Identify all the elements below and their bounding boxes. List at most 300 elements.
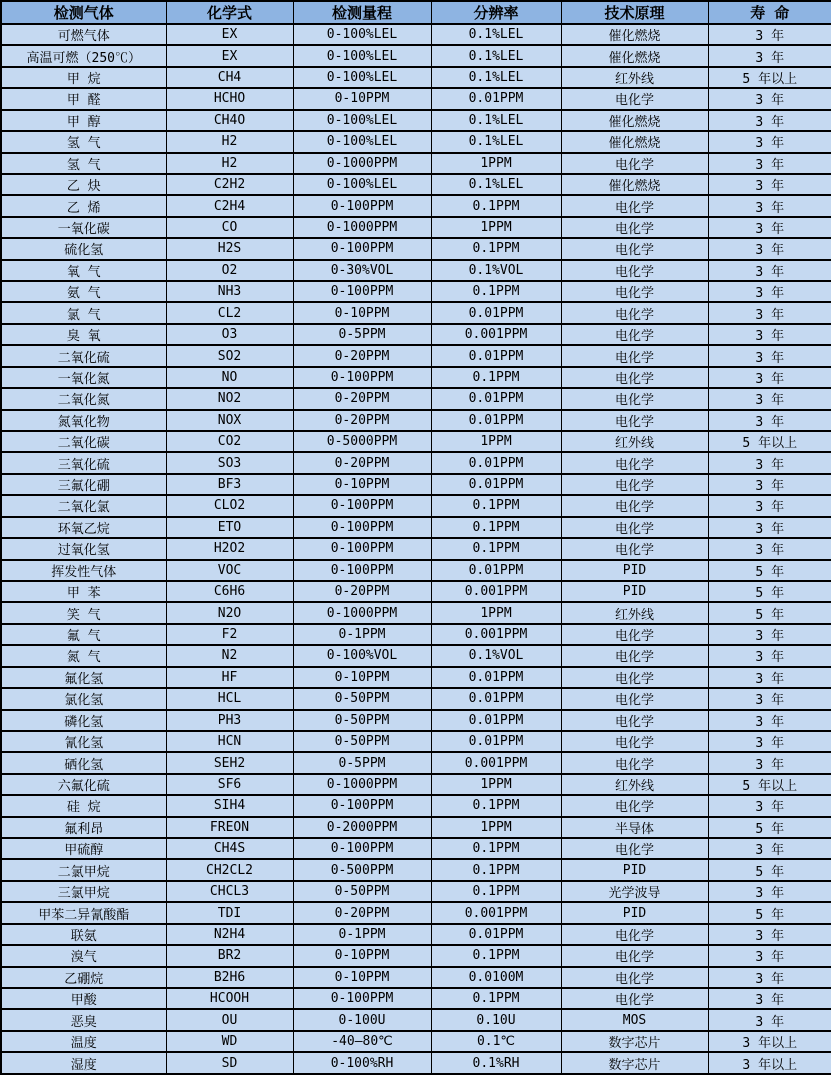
table-row <box>1 260 831 281</box>
resolution-cell: 0.001PPM <box>431 752 561 773</box>
lifespan-cell: 3 年 <box>708 281 831 302</box>
formula-cell: NO <box>166 367 293 388</box>
formula-cell: O3 <box>166 324 293 345</box>
gas-name-cell: 硅 烷 <box>1 795 166 816</box>
principle-cell: 电化学 <box>561 731 708 752</box>
formula-cell: NOX <box>166 410 293 431</box>
lifespan-cell: 5 年 <box>708 817 831 838</box>
table-row <box>1 195 831 216</box>
table-row <box>1 924 831 945</box>
principle-cell: 催化燃烧 <box>561 174 708 195</box>
resolution-cell: 0.01PPM <box>431 560 561 581</box>
principle-cell: 电化学 <box>561 367 708 388</box>
gas-name-cell: 氧 气 <box>1 260 166 281</box>
principle-cell: 电化学 <box>561 688 708 709</box>
resolution-cell: 0.1PPM <box>431 859 561 880</box>
resolution-cell: 1PPM <box>431 153 561 174</box>
table-row <box>1 645 831 666</box>
range-cell: 0-100U <box>293 1009 431 1030</box>
lifespan-cell: 3 年 <box>708 731 831 752</box>
table-row <box>1 752 831 773</box>
table-row <box>1 88 831 109</box>
formula-cell: HCN <box>166 731 293 752</box>
table-row <box>1 67 831 88</box>
principle-cell: 数字芯片 <box>561 1052 708 1074</box>
resolution-cell: 0.01PPM <box>431 345 561 366</box>
table-row <box>1 174 831 195</box>
formula-cell: O2 <box>166 260 293 281</box>
range-cell: 0-50PPM <box>293 731 431 752</box>
principle-cell: 电化学 <box>561 195 708 216</box>
table-row <box>1 1031 831 1052</box>
formula-cell: VOC <box>166 560 293 581</box>
range-cell: 0-100PPM <box>293 538 431 559</box>
lifespan-cell: 5 年以上 <box>708 431 831 452</box>
formula-cell: TDI <box>166 902 293 923</box>
gas-name-cell: 恶臭 <box>1 1009 166 1030</box>
gas-name-cell: 氟 气 <box>1 624 166 645</box>
range-cell: 0-30%VOL <box>293 260 431 281</box>
lifespan-cell: 3 年 <box>708 217 831 238</box>
header-row <box>1 1 831 24</box>
resolution-cell: 0.001PPM <box>431 624 561 645</box>
principle-cell: 红外线 <box>561 431 708 452</box>
formula-cell: WD <box>166 1031 293 1052</box>
principle-cell: 电化学 <box>561 838 708 859</box>
principle-cell: 电化学 <box>561 667 708 688</box>
resolution-cell: 0.1%LEL <box>431 131 561 152</box>
table-row <box>1 581 831 602</box>
formula-cell: SD <box>166 1052 293 1074</box>
principle-cell: 电化学 <box>561 538 708 559</box>
table-body <box>1 24 831 1074</box>
gas-name-cell: 笑 气 <box>1 602 166 623</box>
principle-cell: 催化燃烧 <box>561 131 708 152</box>
resolution-cell: 0.1PPM <box>431 495 561 516</box>
range-cell: 0-20PPM <box>293 581 431 602</box>
principle-cell: 红外线 <box>561 774 708 795</box>
resolution-cell: 0.001PPM <box>431 324 561 345</box>
table-row <box>1 838 831 859</box>
principle-cell: 电化学 <box>561 302 708 323</box>
resolution-cell: 0.01PPM <box>431 302 561 323</box>
formula-cell: CH4S <box>166 838 293 859</box>
formula-cell: CHCL3 <box>166 881 293 902</box>
range-cell: 0-10PPM <box>293 967 431 988</box>
range-cell: 0-5PPM <box>293 324 431 345</box>
range-cell: 0-5000PPM <box>293 431 431 452</box>
lifespan-cell: 3 年 <box>708 538 831 559</box>
resolution-cell: 0.0100M <box>431 967 561 988</box>
range-cell: 0-10PPM <box>293 667 431 688</box>
resolution-cell: 1PPM <box>431 602 561 623</box>
principle-cell: PID <box>561 859 708 880</box>
principle-cell: 催化燃烧 <box>561 45 708 66</box>
table-row <box>1 1009 831 1030</box>
table-row <box>1 988 831 1009</box>
gas-name-cell: 氯 气 <box>1 302 166 323</box>
gas-name-cell: 氟利昂 <box>1 817 166 838</box>
lifespan-cell: 5 年以上 <box>708 67 831 88</box>
principle-cell: 电化学 <box>561 388 708 409</box>
formula-cell: PH3 <box>166 710 293 731</box>
lifespan-cell: 3 年 <box>708 302 831 323</box>
resolution-cell: 0.01PPM <box>431 710 561 731</box>
range-cell: 0-100%LEL <box>293 67 431 88</box>
table-header <box>1 1 831 24</box>
resolution-cell: 0.1PPM <box>431 838 561 859</box>
range-cell: 0-100PPM <box>293 988 431 1009</box>
lifespan-cell: 3 年 <box>708 238 831 259</box>
principle-cell: PID <box>561 902 708 923</box>
resolution-cell: 0.1%LEL <box>431 45 561 66</box>
table-row <box>1 153 831 174</box>
lifespan-cell: 3 年 <box>708 924 831 945</box>
formula-cell: OU <box>166 1009 293 1030</box>
header-technical-principle: 技术原理 <box>561 1 708 24</box>
lifespan-cell: 3 年 <box>708 967 831 988</box>
gas-name-cell: 甲 醛 <box>1 88 166 109</box>
table-row <box>1 688 831 709</box>
principle-cell: PID <box>561 581 708 602</box>
principle-cell: 电化学 <box>561 795 708 816</box>
lifespan-cell: 3 年 <box>708 388 831 409</box>
formula-cell: B2H6 <box>166 967 293 988</box>
formula-cell: NH3 <box>166 281 293 302</box>
gas-name-cell: 甲 醇 <box>1 110 166 131</box>
resolution-cell: 0.01PPM <box>431 688 561 709</box>
resolution-cell: 0.1PPM <box>431 795 561 816</box>
principle-cell: 红外线 <box>561 67 708 88</box>
gas-name-cell: 氢 气 <box>1 153 166 174</box>
resolution-cell: 0.1%LEL <box>431 110 561 131</box>
principle-cell: 电化学 <box>561 217 708 238</box>
gas-name-cell: 挥发性气体 <box>1 560 166 581</box>
lifespan-cell: 3 年 <box>708 688 831 709</box>
table-row <box>1 1052 831 1074</box>
resolution-cell: 0.1℃ <box>431 1031 561 1052</box>
principle-cell: 电化学 <box>561 345 708 366</box>
gas-name-cell: 硒化氢 <box>1 752 166 773</box>
formula-cell: FREON <box>166 817 293 838</box>
lifespan-cell: 3 年 <box>708 795 831 816</box>
gas-name-cell: 甲 苯 <box>1 581 166 602</box>
table-row <box>1 902 831 923</box>
formula-cell: CH4O <box>166 110 293 131</box>
formula-cell: CL2 <box>166 302 293 323</box>
gas-name-cell: 二氧化硫 <box>1 345 166 366</box>
gas-name-cell: 氮氧化物 <box>1 410 166 431</box>
formula-cell: C2H4 <box>166 195 293 216</box>
table-row <box>1 667 831 688</box>
formula-cell: CO2 <box>166 431 293 452</box>
table-row <box>1 710 831 731</box>
resolution-cell: 0.01PPM <box>431 410 561 431</box>
gas-name-cell: 氮 气 <box>1 645 166 666</box>
lifespan-cell: 3 年 <box>708 324 831 345</box>
table-row <box>1 388 831 409</box>
range-cell: 0-20PPM <box>293 345 431 366</box>
principle-cell: 电化学 <box>561 924 708 945</box>
lifespan-cell: 3 年 <box>708 153 831 174</box>
lifespan-cell: 3 年 <box>708 495 831 516</box>
range-cell: 0-100PPM <box>293 517 431 538</box>
formula-cell: HCHO <box>166 88 293 109</box>
gas-name-cell: 三氧化硫 <box>1 452 166 473</box>
gas-name-cell: 二氧化氯 <box>1 495 166 516</box>
lifespan-cell: 3 年 <box>708 710 831 731</box>
gas-name-cell: 氯化氢 <box>1 688 166 709</box>
range-cell: 0-100%LEL <box>293 110 431 131</box>
formula-cell: SO3 <box>166 452 293 473</box>
lifespan-cell: 3 年 <box>708 474 831 495</box>
table-row <box>1 517 831 538</box>
formula-cell: CLO2 <box>166 495 293 516</box>
resolution-cell: 0.1PPM <box>431 281 561 302</box>
principle-cell: 电化学 <box>561 495 708 516</box>
gas-name-cell: 高温可燃（250℃） <box>1 45 166 66</box>
principle-cell: 光学波导 <box>561 881 708 902</box>
lifespan-cell: 3 年 <box>708 174 831 195</box>
principle-cell: 电化学 <box>561 410 708 431</box>
lifespan-cell: 3 年 <box>708 838 831 859</box>
formula-cell: H2 <box>166 131 293 152</box>
range-cell: 0-10PPM <box>293 88 431 109</box>
range-cell: 0-1000PPM <box>293 217 431 238</box>
formula-cell: H2S <box>166 238 293 259</box>
gas-name-cell: 甲 烷 <box>1 67 166 88</box>
table-row <box>1 817 831 838</box>
gas-name-cell: 氰化氢 <box>1 731 166 752</box>
principle-cell: 催化燃烧 <box>561 110 708 131</box>
principle-cell: 电化学 <box>561 88 708 109</box>
lifespan-cell: 3 年 <box>708 1009 831 1030</box>
principle-cell: PID <box>561 560 708 581</box>
formula-cell: NO2 <box>166 388 293 409</box>
principle-cell: 电化学 <box>561 967 708 988</box>
range-cell: -40—80℃ <box>293 1031 431 1052</box>
header-detection-range: 检测量程 <box>293 1 431 24</box>
range-cell: 0-20PPM <box>293 410 431 431</box>
formula-cell: EX <box>166 45 293 66</box>
table-row <box>1 967 831 988</box>
range-cell: 0-100PPM <box>293 195 431 216</box>
principle-cell: 电化学 <box>561 710 708 731</box>
gas-name-cell: 磷化氢 <box>1 710 166 731</box>
resolution-cell: 0.1PPM <box>431 945 561 966</box>
range-cell: 0-1PPM <box>293 624 431 645</box>
header-chemical-formula: 化学式 <box>166 1 293 24</box>
range-cell: 0-1000PPM <box>293 774 431 795</box>
resolution-cell: 1PPM <box>431 817 561 838</box>
formula-cell: H2 <box>166 153 293 174</box>
gas-name-cell: 温度 <box>1 1031 166 1052</box>
table-row <box>1 859 831 880</box>
resolution-cell: 0.1PPM <box>431 988 561 1009</box>
formula-cell: SO2 <box>166 345 293 366</box>
table-row <box>1 345 831 366</box>
principle-cell: 电化学 <box>561 624 708 645</box>
range-cell: 0-50PPM <box>293 688 431 709</box>
table-row <box>1 281 831 302</box>
lifespan-cell: 3 年 <box>708 195 831 216</box>
formula-cell: CH2CL2 <box>166 859 293 880</box>
lifespan-cell: 3 年以上 <box>708 1031 831 1052</box>
gas-name-cell: 一氧化碳 <box>1 217 166 238</box>
principle-cell: 电化学 <box>561 988 708 1009</box>
table-row <box>1 945 831 966</box>
gas-name-cell: 氨 气 <box>1 281 166 302</box>
resolution-cell: 1PPM <box>431 774 561 795</box>
range-cell: 0-1000PPM <box>293 602 431 623</box>
lifespan-cell: 3 年 <box>708 410 831 431</box>
formula-cell: N2O <box>166 602 293 623</box>
header-lifespan: 寿 命 <box>708 1 831 24</box>
resolution-cell: 0.1%LEL <box>431 24 561 45</box>
lifespan-cell: 3 年以上 <box>708 1052 831 1074</box>
resolution-cell: 0.1%VOL <box>431 260 561 281</box>
formula-cell: BR2 <box>166 945 293 966</box>
gas-name-cell: 臭 氧 <box>1 324 166 345</box>
resolution-cell: 0.1PPM <box>431 538 561 559</box>
range-cell: 0-100PPM <box>293 367 431 388</box>
lifespan-cell: 5 年 <box>708 859 831 880</box>
resolution-cell: 0.01PPM <box>431 667 561 688</box>
formula-cell: BF3 <box>166 474 293 495</box>
resolution-cell: 0.1PPM <box>431 517 561 538</box>
range-cell: 0-100%LEL <box>293 45 431 66</box>
formula-cell: SF6 <box>166 774 293 795</box>
formula-cell: C2H2 <box>166 174 293 195</box>
resolution-cell: 0.01PPM <box>431 452 561 473</box>
range-cell: 0-100PPM <box>293 238 431 259</box>
lifespan-cell: 3 年 <box>708 110 831 131</box>
formula-cell: SEH2 <box>166 752 293 773</box>
table-row <box>1 452 831 473</box>
resolution-cell: 0.1PPM <box>431 238 561 259</box>
header-resolution: 分辨率 <box>431 1 561 24</box>
range-cell: 0-100PPM <box>293 495 431 516</box>
range-cell: 0-100%LEL <box>293 131 431 152</box>
gas-name-cell: 氢 气 <box>1 131 166 152</box>
resolution-cell: 0.1PPM <box>431 881 561 902</box>
table-row <box>1 624 831 645</box>
table-row <box>1 431 831 452</box>
formula-cell: H2O2 <box>166 538 293 559</box>
gas-name-cell: 乙 炔 <box>1 174 166 195</box>
gas-name-cell: 联氨 <box>1 924 166 945</box>
lifespan-cell: 3 年 <box>708 945 831 966</box>
lifespan-cell: 3 年 <box>708 260 831 281</box>
formula-cell: HCL <box>166 688 293 709</box>
resolution-cell: 1PPM <box>431 217 561 238</box>
gas-name-cell: 三氯甲烷 <box>1 881 166 902</box>
gas-name-cell: 环氧乙烷 <box>1 517 166 538</box>
gas-name-cell: 三氟化硼 <box>1 474 166 495</box>
lifespan-cell: 3 年 <box>708 452 831 473</box>
formula-cell: SIH4 <box>166 795 293 816</box>
range-cell: 0-1PPM <box>293 924 431 945</box>
gas-name-cell: 可燃气体 <box>1 24 166 45</box>
lifespan-cell: 3 年 <box>708 88 831 109</box>
resolution-cell: 0.001PPM <box>431 902 561 923</box>
range-cell: 0-100%LEL <box>293 24 431 45</box>
range-cell: 0-20PPM <box>293 388 431 409</box>
table-row <box>1 602 831 623</box>
principle-cell: 电化学 <box>561 474 708 495</box>
lifespan-cell: 3 年 <box>708 517 831 538</box>
range-cell: 0-20PPM <box>293 452 431 473</box>
table-row <box>1 410 831 431</box>
formula-cell: EX <box>166 24 293 45</box>
range-cell: 0-10PPM <box>293 302 431 323</box>
principle-cell: 电化学 <box>561 945 708 966</box>
resolution-cell: 0.1%VOL <box>431 645 561 666</box>
table-row <box>1 110 831 131</box>
table-row <box>1 367 831 388</box>
resolution-cell: 0.1PPM <box>431 367 561 388</box>
principle-cell: 电化学 <box>561 238 708 259</box>
formula-cell: CH4 <box>166 67 293 88</box>
lifespan-cell: 5 年以上 <box>708 774 831 795</box>
principle-cell: 电化学 <box>561 324 708 345</box>
gas-name-cell: 六氟化硫 <box>1 774 166 795</box>
range-cell: 0-10PPM <box>293 474 431 495</box>
gas-name-cell: 过氧化氢 <box>1 538 166 559</box>
gas-name-cell: 二氯甲烷 <box>1 859 166 880</box>
formula-cell: ETO <box>166 517 293 538</box>
resolution-cell: 1PPM <box>431 431 561 452</box>
header-gas-name: 检测气体 <box>1 1 166 24</box>
table-row <box>1 131 831 152</box>
range-cell: 0-100PPM <box>293 560 431 581</box>
range-cell: 0-2000PPM <box>293 817 431 838</box>
principle-cell: 电化学 <box>561 645 708 666</box>
table-row <box>1 495 831 516</box>
table-row <box>1 302 831 323</box>
formula-cell: HF <box>166 667 293 688</box>
gas-name-cell: 甲苯二异氰酸酯 <box>1 902 166 923</box>
principle-cell: 电化学 <box>561 517 708 538</box>
range-cell: 0-5PPM <box>293 752 431 773</box>
range-cell: 0-100PPM <box>293 281 431 302</box>
lifespan-cell: 5 年 <box>708 560 831 581</box>
lifespan-cell: 3 年 <box>708 24 831 45</box>
lifespan-cell: 3 年 <box>708 752 831 773</box>
table-row <box>1 474 831 495</box>
lifespan-cell: 5 年 <box>708 602 831 623</box>
table-row <box>1 238 831 259</box>
table-row <box>1 731 831 752</box>
resolution-cell: 0.01PPM <box>431 88 561 109</box>
formula-cell: HCOOH <box>166 988 293 1009</box>
lifespan-cell: 3 年 <box>708 624 831 645</box>
table-row <box>1 538 831 559</box>
resolution-cell: 0.001PPM <box>431 581 561 602</box>
resolution-cell: 0.01PPM <box>431 388 561 409</box>
formula-cell: C6H6 <box>166 581 293 602</box>
lifespan-cell: 3 年 <box>708 667 831 688</box>
range-cell: 0-500PPM <box>293 859 431 880</box>
range-cell: 0-100PPM <box>293 795 431 816</box>
table-row <box>1 560 831 581</box>
principle-cell: 电化学 <box>561 752 708 773</box>
range-cell: 0-100%LEL <box>293 174 431 195</box>
table-row <box>1 774 831 795</box>
lifespan-cell: 3 年 <box>708 645 831 666</box>
formula-cell: N2H4 <box>166 924 293 945</box>
table-row <box>1 45 831 66</box>
